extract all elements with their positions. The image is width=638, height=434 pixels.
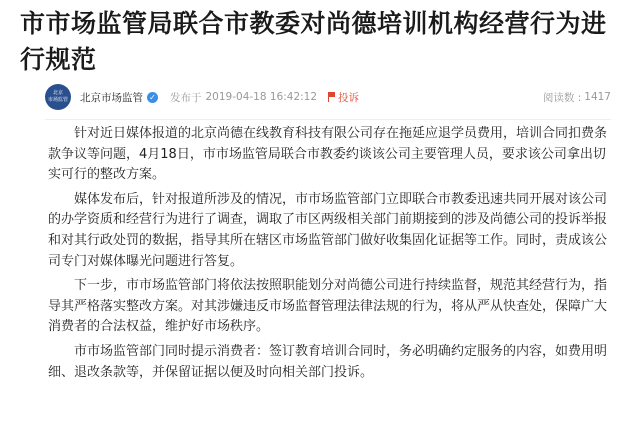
published-label: 发布于	[170, 91, 202, 104]
article-meta	[45, 83, 611, 111]
avatar-text-line2: 市场监管	[47, 97, 68, 103]
article-paragraph: 媒体发布后，针对报道所涉及的情况，市市场监管部门立即联合市教委迅速共同开展对该公司的办学资质和经营行为进行了调查，调取了市区两级相关部门前期接到的涉及尚德公司的投诉举报和对其行政处罚的数据，指导其所在辖区市场监管部门做好收集固化证据等工作。同时，责成该公司专门对媒体曝光问题进行答复。	[48, 191, 608, 269]
reads-label: 阅读数 :	[542, 91, 582, 104]
meta-divider	[45, 119, 611, 120]
article-paragraph: 针对近日媒体报道的北京尚德在线教育科技有限公司存在拖延应退学员费用，培训合同扣费条款争议等问题，4月18日，市市场监管局联合市教委约谈该公司主要管理人员，要求该公司拿出切实可行的整改方案。	[48, 126, 608, 183]
avatar-text-line1: 北京	[52, 90, 63, 96]
reads-count: 1417	[584, 91, 611, 103]
flag-icon	[327, 92, 336, 102]
published-time: 2019-04-18 16:42:12	[205, 91, 318, 103]
complain-label: 投诉	[338, 91, 360, 104]
article-body	[48, 124, 616, 387]
article-paragraph: 下一步，市市场监管部门将依法按照职能划分对尚德公司进行持续监督，规范其经营行为，指导其严格落实整改方案。对其涉嫌违反市场监督管理法律法规的行为，将从严从快查处，保障广大消费者的合法权益，维护好市场秩序。	[48, 278, 608, 335]
article-paragraph: 市市场监管部门同时提示消费者：签订教育培训合同时，务必明确约定服务的内容，如费用明细、退改条款等，并保留证据以便及时向相关部门投诉。	[48, 343, 608, 380]
author-name[interactable]: 北京市场监管	[80, 91, 143, 104]
article-title: 市市场监管局联合市教委对尚德培训机构经营行为进行规范	[20, 9, 607, 74]
verified-icon: ✓	[147, 92, 158, 103]
complain-button[interactable]	[327, 90, 359, 105]
avatar[interactable]	[45, 84, 71, 110]
